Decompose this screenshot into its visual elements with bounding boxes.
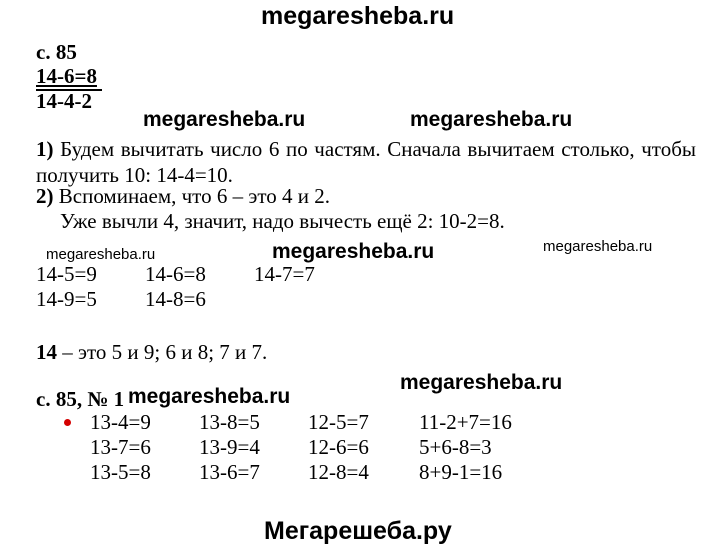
step-1-paragraph [36, 136, 696, 188]
exercise-item: 12-8=4 [308, 460, 369, 484]
step-2-line-2: Уже вычли 4, значит, надо вычесть ещё 2: 10-2=8. [60, 209, 505, 233]
step-2-text: Вспоминаем, что 6 – это 4 и 2. [53, 184, 330, 208]
exercise-item: 13-8=5 [199, 410, 260, 434]
step-1-number: 1) [36, 137, 54, 161]
footer-site-name: Мегарешеба.ру [264, 517, 452, 545]
exercise-item: 12-5=7 [308, 410, 369, 434]
bullet-marker [64, 419, 71, 426]
exercise-item: 13-9=4 [199, 435, 260, 459]
exercise-item: 13-5=8 [90, 460, 151, 484]
exercise-item: 5+6-8=3 [419, 435, 492, 459]
page-reference: с. 85 [36, 40, 77, 64]
exercise-item: 13-7=6 [90, 435, 151, 459]
exercise-item: 13-4=9 [90, 410, 151, 434]
watermark: megaresheba.ru [400, 371, 563, 394]
step-2-paragraph [36, 184, 330, 209]
watermark: megaresheba.ru [410, 108, 573, 131]
example-item: 14-9=5 [36, 287, 97, 311]
example-item: 14-5=9 [36, 262, 97, 286]
example-item: 14-7=7 [254, 262, 315, 286]
exercise-item: 13-6=7 [199, 460, 260, 484]
step-2-number: 2) [36, 184, 54, 208]
summary-line [36, 340, 267, 365]
equation-main: 14-6=8 [36, 64, 97, 88]
step-1-text: Будем вычитать число 6 по частям. Сначала вычитаем столько, чтобы получить 10: 14-4=10. [36, 137, 696, 187]
exercise-item: 11-2+7=16 [419, 410, 512, 434]
summary-number: 14 [36, 340, 57, 364]
example-item: 14-6=8 [145, 262, 206, 286]
watermark: megaresheba.ru [143, 108, 306, 131]
watermark: megaresheba.ru [46, 246, 156, 263]
watermark: megaresheba.ru [128, 385, 291, 408]
watermark: megaresheba.ru [543, 238, 653, 255]
exercise-item: 8+9-1=16 [419, 460, 503, 484]
exercise-item: 12-6=6 [308, 435, 369, 459]
watermark: megaresheba.ru [272, 240, 435, 263]
summary-text: – это 5 и 9; 6 и 8; 7 и 7. [57, 340, 268, 364]
header-site-name: megaresheba.ru [261, 2, 455, 30]
equation-split: 14-4-2 [36, 89, 92, 113]
example-item: 14-8=6 [145, 287, 206, 311]
exercise-reference: с. 85, № 1 [36, 387, 125, 411]
